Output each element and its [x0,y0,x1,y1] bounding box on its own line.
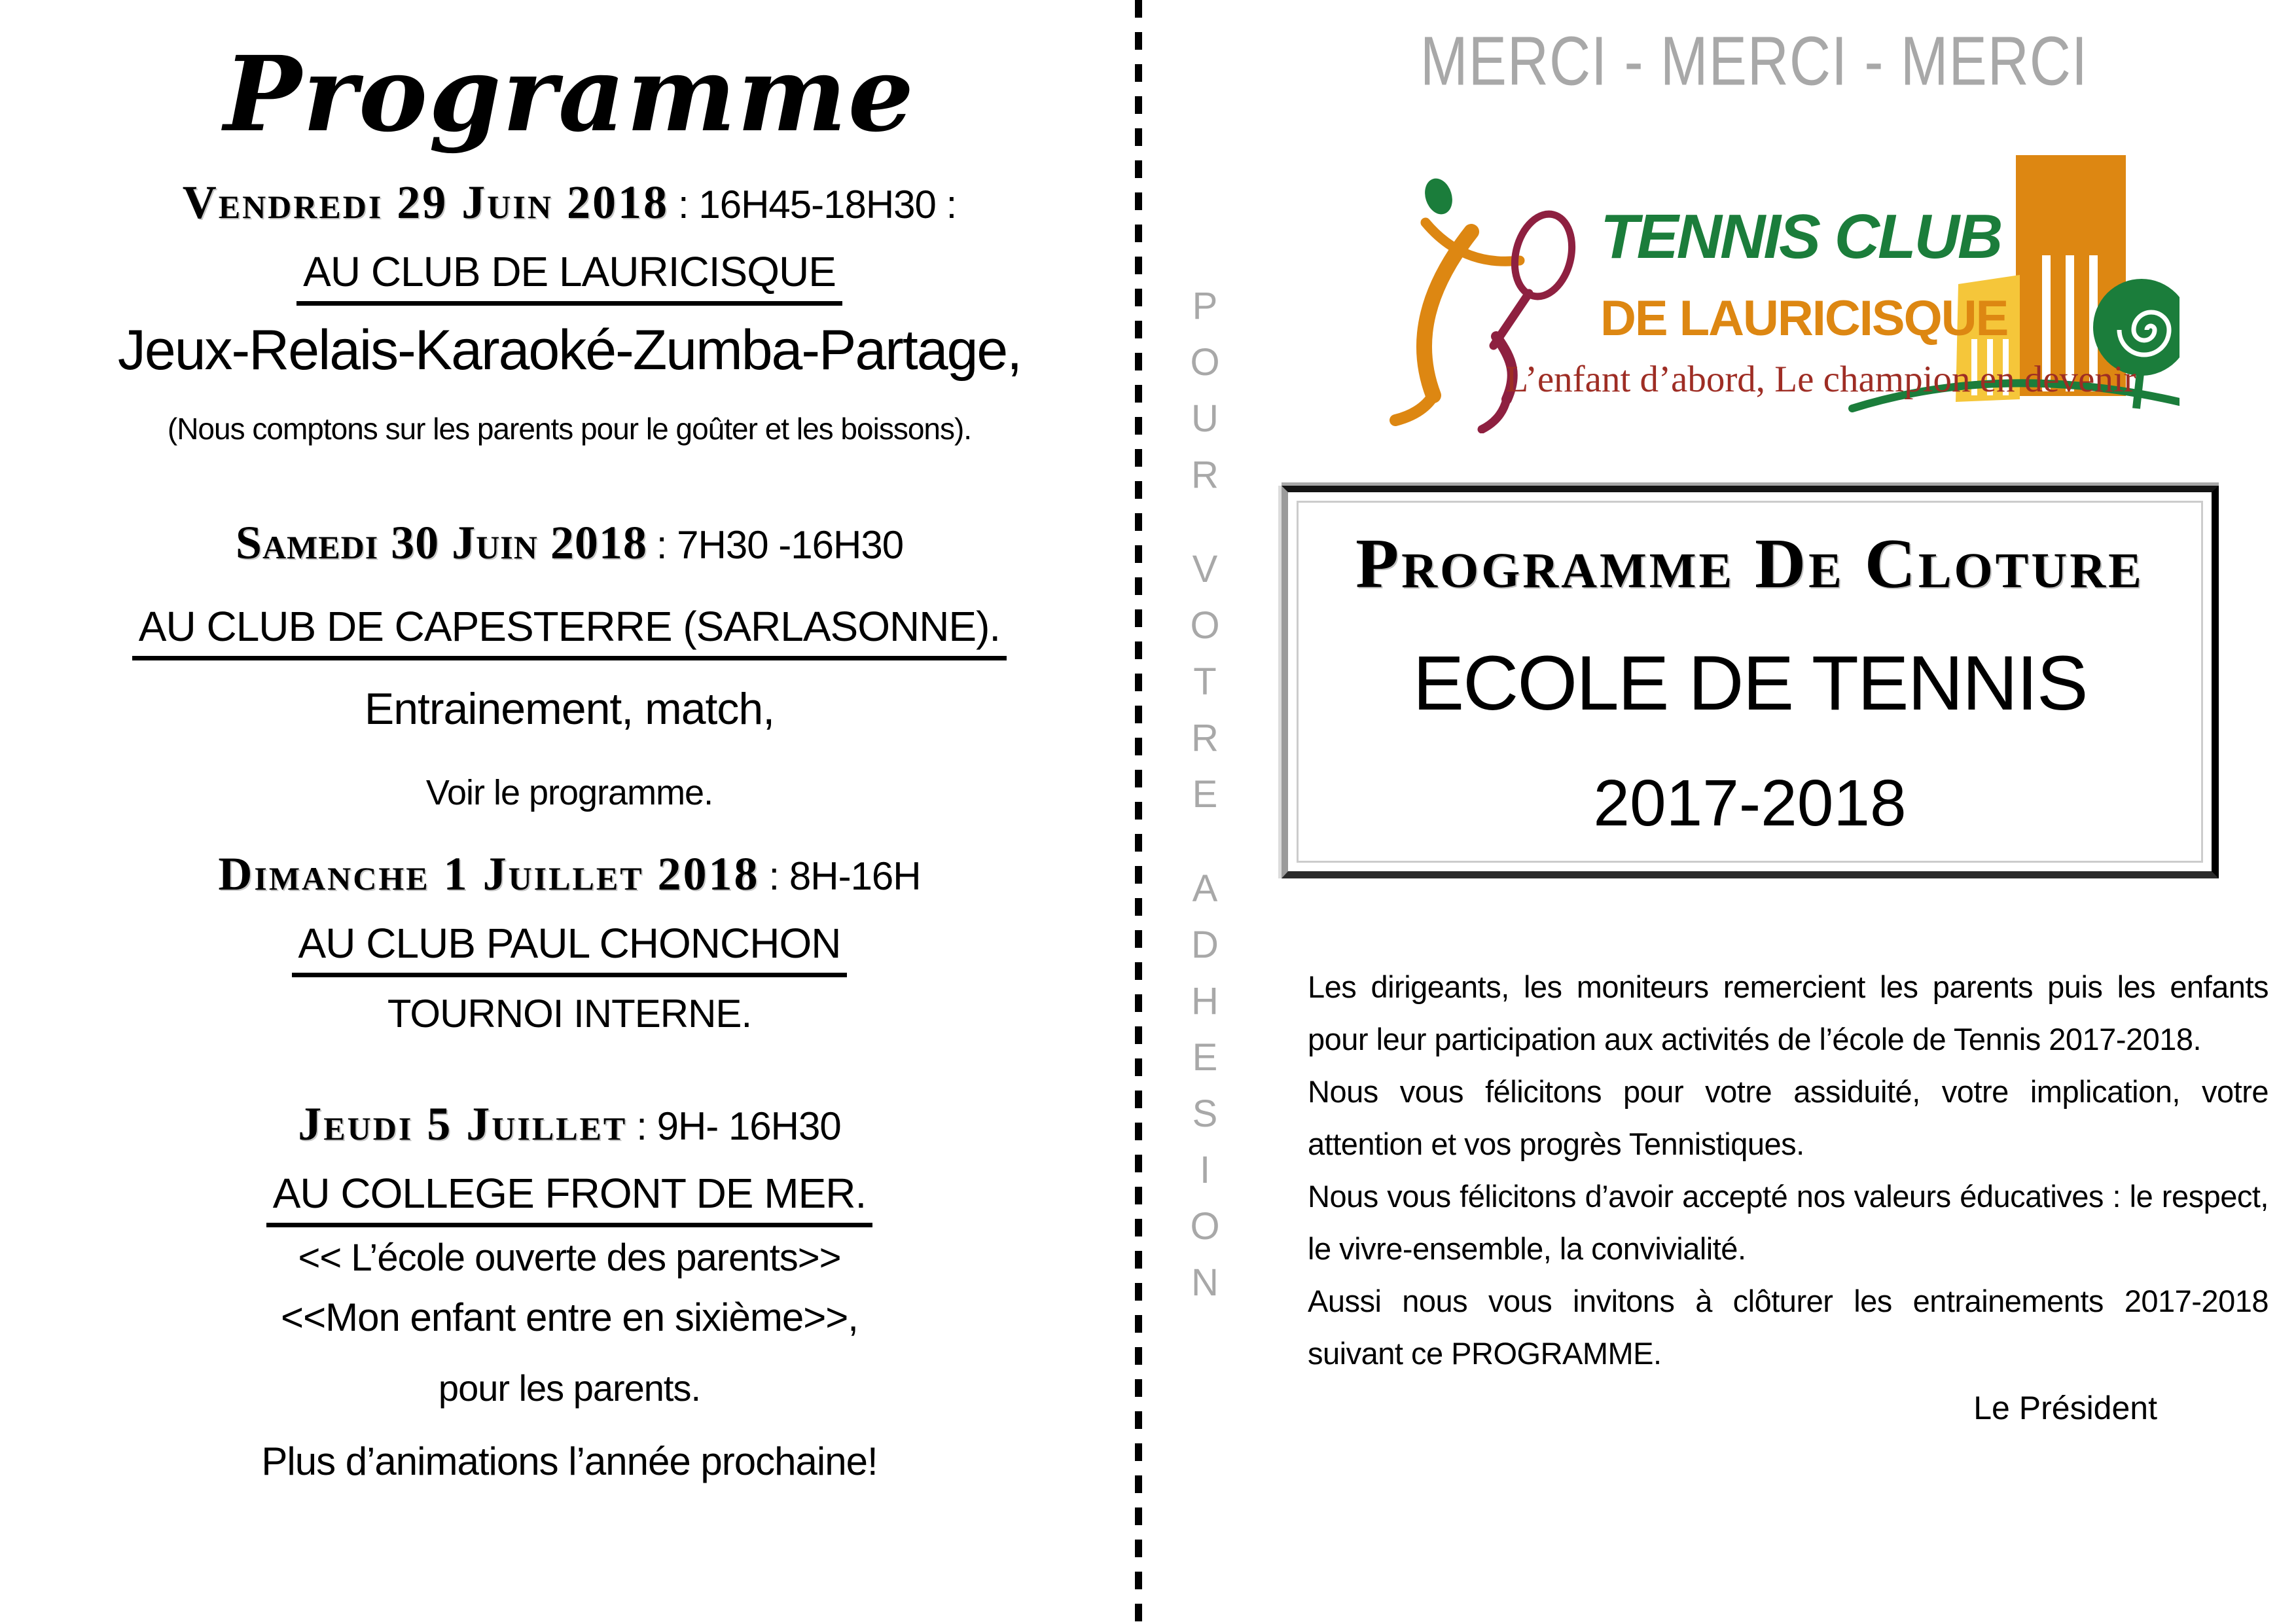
thanks-text [1308,961,2269,1427]
event4-line2: <<Mon enfant entre en sixième>>, [281,1295,858,1339]
vertical-letter: E [1192,1036,1218,1079]
event4-line1: << L’école ouverte des parents>> [298,1236,841,1279]
event1-heading [39,175,1100,230]
event2-heading [39,516,1100,570]
event1-date: Vendredi 29 Juin 2018 [182,176,669,228]
vertical-letter: N [1191,1261,1219,1304]
vertical-letter: O [1190,341,1220,384]
vertical-letter: R [1191,717,1219,759]
event2-venue-row [39,602,1100,660]
page-title: Programme [223,34,916,155]
program-box [1282,486,2219,878]
event4-time: : 9H- 16H30 [636,1104,841,1148]
event1-venue-row [39,247,1100,306]
event1-venue: AU CLUB DE LAURICISQUE [296,247,842,306]
thanks-paragraph-2: Nous vous félicitons pour votre assiduité, votre implication, votre attention et vos progrès Tennistiques. [1308,1074,2269,1161]
vertical-letter: D [1191,924,1219,966]
player-head [1420,175,1456,218]
event3-date: Dimanche 1 Juillet 2018 [218,848,760,900]
event1-note: (Nous comptons sur les parents pour le goûter et les boissons). [167,412,972,446]
fold-dashed-line [1135,0,1142,1624]
tennis-club-logo [1335,145,2179,433]
event4-venue-row [39,1169,1100,1227]
event3-venue: AU CLUB PAUL CHONCHON [292,919,848,977]
player-foot-2 [1482,399,1507,429]
event3-heading [39,847,1100,901]
vertical-letter: A [1192,867,1218,910]
logo-name: TENNIS CLUB [1600,202,2001,272]
event2-date: Samedi 30 Juin 2018 [235,516,647,569]
logo-name2: DE LAURICISQUE [1600,291,2008,346]
event3-time: : 8H-16H [768,854,921,898]
event4-venue: AU COLLEGE FRONT DE MER. [266,1169,873,1227]
event2-line2: Voir le programme. [425,773,713,812]
thanks-paragraph-1: Les dirigeants, les moniteurs remercient les parents puis les enfants pour leur participation aux activités de l’école de Tennis 2017-2018. [1308,969,2269,1056]
event3-line1: TOURNOI INTERNE. [387,992,752,1036]
player-foot [1395,395,1433,420]
program-box-title: Programme De Cloture [1355,525,2144,603]
event3-venue-row [39,919,1100,977]
event4-heading [39,1097,1100,1151]
vertical-letter: S [1192,1092,1218,1135]
page-title-row [39,34,1100,155]
event2-line1: Entrainement, match, [364,684,775,734]
merci-header: MERCI - MERCI - MERCI [1420,23,2089,100]
vertical-letter: R [1191,454,1219,496]
thanks-paragraph-4: Aussi nous vous invitons à clôturer les entrainements 2017-2018 suivant ce PROGRAMME. [1308,1284,2269,1371]
vertical-letter: V [1192,548,1218,590]
event1-time: : 16H45-18H30 : [677,183,957,226]
vertical-letter: T [1193,660,1217,703]
vertical-letter: E [1192,773,1218,816]
program-box-school: ECOLE DE TENNIS [1412,640,2087,727]
left-footer: Plus d’animations l’année prochaine! [261,1439,878,1483]
event4-date: Jeudi 5 Juillet [298,1098,628,1150]
vertical-letter: P [1192,285,1218,327]
vertical-letter: U [1191,397,1219,440]
event2-venue: AU CLUB DE CAPESTERRE (SARLASONNE). [132,602,1007,660]
event4-line3: pour les parents. [438,1367,701,1409]
signature: Le Président [1973,1390,2157,1426]
vertical-letter: O [1190,604,1220,647]
program-box-year: 2017-2018 [1593,767,1907,840]
vertical-letter: O [1190,1205,1220,1248]
tennis-racket-icon [1507,208,1580,303]
fold-vertical-text [1169,278,1241,1311]
event1-activities: Jeux-Relais-Karaoké-Zumba-Partage, [117,319,1022,382]
vertical-letter: I [1199,1149,1211,1191]
event2-time: : 7H30 -16H30 [656,523,904,567]
vertical-letter: H [1191,980,1219,1022]
logo-tagline: L’enfant d’abord, Le champion en devenir [1505,359,2136,400]
thanks-paragraph-3: Nous vous félicitons d’avoir accepté nos valeurs éducatives : le respect, le vivre-ensemble, la convivialité. [1308,1179,2269,1266]
